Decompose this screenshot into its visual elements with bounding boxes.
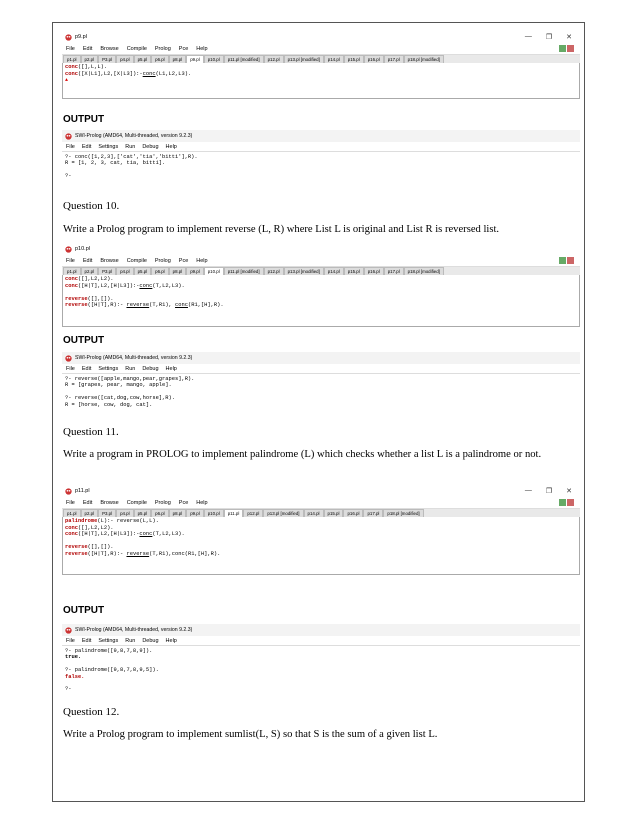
code-token: reverse	[126, 302, 150, 309]
compile-icon[interactable]	[559, 257, 566, 264]
tab-p6[interactable]: p6.pl	[151, 55, 169, 63]
tab-p15[interactable]: p15.pl	[324, 509, 344, 517]
tab-p3[interactable]: P3.pl	[98, 267, 116, 275]
menu-help[interactable]: Help	[196, 258, 208, 264]
tab-p2[interactable]: p2.pl	[81, 55, 99, 63]
menu-file[interactable]: File	[66, 500, 75, 506]
code-token: reverse	[65, 544, 88, 551]
console-titlebar	[62, 130, 580, 142]
debug-icon[interactable]	[567, 45, 574, 52]
code-token: (T,R1),	[149, 302, 176, 309]
tab-p8[interactable]: p8.pl	[169, 509, 187, 517]
code-token: conc	[65, 531, 78, 538]
console-line: ?- palindrome([9,8,7,8,9]).	[65, 648, 153, 654]
maximize-button[interactable]: ❐	[545, 488, 553, 495]
prolog-owl-icon	[65, 627, 72, 634]
tab-p13[interactable]: p13.pl [modified]	[284, 267, 324, 275]
tab-p10[interactable]: p10.pl	[204, 509, 224, 517]
code-token: palindrome	[65, 518, 98, 524]
tab-p9[interactable]: p9.pl	[186, 267, 204, 275]
menu-help[interactable]: Help	[196, 46, 208, 52]
tab-p12[interactable]: p12.pl	[264, 267, 284, 275]
tab-p13[interactable]: p13.pl [modified]	[284, 55, 324, 63]
console-menubar	[62, 142, 580, 152]
menu-file[interactable]: File	[66, 143, 75, 150]
tab-p3[interactable]: P3.pl	[98, 55, 116, 63]
prolog-owl-icon	[65, 34, 72, 41]
tab-p1[interactable]: p1.pl	[63, 55, 81, 63]
tab-p16[interactable]: p16.pl	[364, 55, 384, 63]
compile-icon[interactable]	[559, 499, 566, 506]
debug-icon[interactable]	[567, 257, 574, 264]
code-token: ([],L,L).	[77, 64, 108, 70]
menu-debug[interactable]: Debug	[142, 637, 159, 644]
menu-debug[interactable]: Debug	[142, 143, 159, 150]
code-token: (L1,L2,L3).	[155, 70, 192, 77]
console-line: R = [grapes, pear, mango, apple].	[65, 382, 172, 389]
menu-edit[interactable]: Edit	[81, 637, 92, 644]
code-token: conc	[139, 531, 153, 538]
code-token: (T,L2,L3).	[152, 282, 185, 289]
menu-run[interactable]: Run	[125, 143, 136, 150]
menu-help[interactable]: Help	[165, 365, 177, 372]
code-token: (L):- reverse(L,L).	[97, 518, 159, 524]
console-line: ?- conc([1,2,3],['cat','tia','bitti'],R).	[65, 154, 198, 160]
question-10-text: Write a Prolog program to implement reverse (L, R) where List L is original and List R is reversed list.	[63, 224, 500, 235]
menu-pce[interactable]: Pce	[178, 500, 189, 506]
tab-p5[interactable]: p5.pl	[134, 55, 152, 63]
tab-p6[interactable]: p6.pl	[151, 267, 169, 275]
warning-marker-icon: ▲	[65, 77, 69, 84]
tab-p18[interactable]: p18.pl [modified]	[404, 55, 444, 63]
menu-edit[interactable]: Edit	[82, 46, 93, 52]
editor-title: p10.pl	[75, 246, 90, 252]
output-heading: OUTPUT	[63, 605, 105, 616]
question-11-text: Write a program in PROLOG to implement palindrome (L) which checks whether a list L is a palindrome or not.	[63, 449, 542, 460]
editor-title: p11.pl	[75, 488, 90, 494]
code-token: (R1,[H],R).	[187, 302, 224, 309]
menu-edit[interactable]: Edit	[81, 143, 92, 150]
file-tabs	[62, 54, 580, 63]
editor-window-p11	[62, 484, 580, 575]
code-token: ([H|T],R):-	[87, 550, 127, 557]
question-12-text: Write a Prolog program to implement sumlist(L, S) so that S is the sum of a given list L.	[63, 729, 438, 740]
menu-compile[interactable]: Compile	[126, 258, 147, 264]
console-title: SWI-Prolog (AMD64, Multi-threaded, version 9.2.3)	[75, 355, 193, 361]
console-title: SWI-Prolog (AMD64, Multi-threaded, version 9.2.3)	[75, 133, 193, 139]
editor-titlebar	[62, 242, 580, 256]
code-token: ([H|T],R):-	[87, 302, 127, 309]
console-line: R = [horse, cow, dog, cat].	[65, 401, 153, 408]
menu-file[interactable]: File	[66, 637, 75, 644]
menu-file[interactable]: File	[66, 46, 75, 52]
code-token: conc	[65, 282, 78, 289]
tab-p1[interactable]: p1.pl	[63, 509, 81, 517]
code-token: conc	[65, 276, 78, 282]
console-line: R = [1, 2, 3, cat, tia, bitti].	[65, 160, 166, 167]
editor-window-p10	[62, 242, 580, 327]
menu-help[interactable]: Help	[165, 637, 177, 644]
tab-p13[interactable]: p13.pl [modified]	[263, 509, 303, 517]
debug-icon[interactable]	[567, 499, 574, 506]
output-heading: OUTPUT	[63, 114, 105, 125]
tab-p17[interactable]: p17.pl	[384, 55, 404, 63]
menu-prolog[interactable]: Prolog	[154, 500, 171, 506]
editor-window-p9	[62, 30, 580, 99]
code-token: conc	[65, 70, 78, 77]
tab-p17[interactable]: p17.pl	[363, 509, 383, 517]
question-11-label: Question 11.	[63, 426, 119, 438]
tab-p4[interactable]: p4.pl	[116, 509, 134, 517]
code-token: reverse	[65, 302, 88, 309]
menu-debug[interactable]: Debug	[142, 365, 159, 372]
console-title: SWI-Prolog (AMD64, Multi-threaded, version 9.2.3)	[75, 627, 193, 633]
tab-p4[interactable]: p4.pl	[116, 267, 134, 275]
close-button[interactable]: ✕	[566, 34, 572, 41]
console-menubar	[62, 636, 580, 646]
tab-p11[interactable]: p11.pl	[224, 509, 244, 517]
close-button[interactable]: ✕	[566, 488, 572, 495]
code-token: conc	[175, 302, 188, 309]
menu-browse[interactable]: Browse	[100, 46, 119, 52]
console-titlebar	[62, 624, 580, 636]
code-token: reverse	[65, 295, 88, 302]
menu-edit[interactable]: Edit	[82, 258, 93, 264]
question-10-label: Question 10.	[63, 200, 120, 212]
console-menubar	[62, 364, 580, 374]
tab-p10[interactable]: p10.pl	[204, 55, 224, 63]
code-token: ([H|T],L2,[H|L3]):-	[77, 531, 140, 538]
tab-p18[interactable]: p18.pl [modified]	[404, 267, 444, 275]
tab-p15[interactable]: p15.pl	[344, 267, 364, 275]
menu-edit[interactable]: Edit	[81, 365, 92, 372]
tab-p11[interactable]: p11.pl [modified]	[224, 267, 264, 275]
editor-titlebar	[62, 484, 580, 498]
menu-prolog[interactable]: Prolog	[154, 46, 171, 52]
tab-p8[interactable]: p8.pl	[169, 267, 187, 275]
tab-p1[interactable]: p1.pl	[63, 267, 81, 275]
code-editor[interactable]	[62, 517, 580, 575]
tab-p4[interactable]: p4.pl	[116, 55, 134, 63]
code-token: ([],[]).	[87, 544, 114, 551]
menu-help[interactable]: Help	[196, 500, 208, 506]
code-editor[interactable]	[62, 63, 580, 99]
editor-title: p9.pl	[75, 34, 87, 40]
prolog-owl-icon	[65, 355, 72, 362]
console-window-2	[62, 352, 580, 410]
console-window-3	[62, 624, 580, 695]
file-tabs	[62, 508, 580, 517]
tab-p5[interactable]: p5.pl	[134, 267, 152, 275]
prolog-owl-icon	[65, 488, 72, 495]
tab-p14[interactable]: p14.pl	[324, 267, 344, 275]
maximize-button[interactable]: ❐	[545, 34, 553, 41]
tab-p2[interactable]: p2.pl	[81, 509, 99, 517]
tab-p15[interactable]: p15.pl	[344, 55, 364, 63]
menu-browse[interactable]: Browse	[100, 258, 119, 264]
code-token: ([],[]).	[87, 295, 114, 302]
console-line: ?-	[65, 686, 72, 693]
menu-browse[interactable]: Browse	[100, 500, 119, 506]
tab-p10[interactable]: p10.pl	[204, 267, 224, 275]
menu-settings[interactable]: Settings	[98, 637, 119, 644]
code-token: ([],L2,L2).	[77, 276, 114, 282]
console-line: ?- reverse([cat,dog,cow,horse],R).	[65, 395, 175, 402]
console-line: false.	[65, 673, 85, 680]
code-token: conc	[139, 282, 153, 289]
console-line: true.	[65, 654, 82, 661]
console-line: ?-	[65, 173, 72, 180]
code-token: ([H|T],L2,[H|L3]):-	[77, 282, 140, 289]
compile-icon[interactable]	[559, 45, 566, 52]
tab-p5[interactable]: p5.pl	[134, 509, 152, 517]
code-token: ([],L2,L2).	[77, 524, 114, 531]
menu-pce[interactable]: Pce	[178, 258, 189, 264]
console-line: ?- reverse([apple,mango,pear,grapes],R).	[65, 376, 195, 382]
code-token: conc	[65, 64, 78, 70]
editor-titlebar	[62, 30, 580, 44]
question-12-label: Question 12.	[63, 706, 120, 718]
menu-help[interactable]: Help	[165, 143, 177, 150]
prolog-owl-icon	[65, 246, 72, 253]
tab-p12[interactable]: p12.pl	[264, 55, 284, 63]
tab-p6[interactable]: p6.pl	[151, 509, 169, 517]
code-token: reverse	[126, 550, 150, 557]
menu-edit[interactable]: Edit	[82, 500, 93, 506]
tab-p3[interactable]: P3.pl	[98, 509, 116, 517]
tab-p18[interactable]: p18.pl [modified]	[383, 509, 423, 517]
prolog-owl-icon	[65, 133, 72, 140]
editor-menubar	[62, 256, 580, 266]
console-output[interactable]	[62, 646, 580, 695]
code-token: (T,L2,L3).	[152, 531, 185, 538]
code-token: conc	[142, 70, 156, 77]
tab-p16[interactable]: p16.pl	[343, 509, 363, 517]
tab-p9[interactable]: p9.pl	[186, 55, 204, 63]
file-tabs	[62, 266, 580, 275]
editor-menubar	[62, 498, 580, 508]
code-token: reverse	[65, 550, 88, 557]
tab-p16[interactable]: p16.pl	[364, 267, 384, 275]
code-editor[interactable]	[62, 275, 580, 327]
editor-menubar	[62, 44, 580, 54]
menu-run[interactable]: Run	[125, 365, 136, 372]
tab-p12[interactable]: p12.pl	[243, 509, 263, 517]
code-token: ([X|L1],L2,[X|L3]):-	[77, 70, 143, 77]
tab-p14[interactable]: p14.pl	[304, 509, 324, 517]
menu-file[interactable]: File	[66, 365, 75, 372]
minimize-button[interactable]: —	[524, 487, 532, 494]
tab-p14[interactable]: p14.pl	[324, 55, 344, 63]
tab-p11[interactable]: p11.pl [modified]	[224, 55, 264, 63]
console-output[interactable]	[62, 374, 580, 410]
menu-compile[interactable]: Compile	[126, 500, 147, 506]
menu-run[interactable]: Run	[125, 637, 136, 644]
console-line: ?- palindrome([9,8,7,8,9,5]).	[65, 667, 159, 674]
console-output[interactable]	[62, 152, 580, 182]
console-window-1	[62, 130, 580, 182]
minimize-button[interactable]: —	[524, 33, 532, 40]
console-titlebar	[62, 352, 580, 364]
tab-p9[interactable]: p9.pl	[186, 509, 204, 517]
tab-p8[interactable]: p8.pl	[169, 55, 187, 63]
tab-p17[interactable]: p17.pl	[384, 267, 404, 275]
output-heading: OUTPUT	[63, 335, 105, 346]
menu-prolog[interactable]: Prolog	[154, 258, 171, 264]
menu-settings[interactable]: Settings	[98, 143, 119, 150]
menu-pce[interactable]: Pce	[178, 46, 189, 52]
menu-file[interactable]: File	[66, 258, 75, 264]
menu-compile[interactable]: Compile	[126, 46, 147, 52]
code-token: conc	[65, 524, 78, 531]
code-token: (T,R1),conc(R1,[H],R).	[149, 550, 221, 557]
tab-p2[interactable]: p2.pl	[81, 267, 99, 275]
menu-settings[interactable]: Settings	[98, 365, 119, 372]
